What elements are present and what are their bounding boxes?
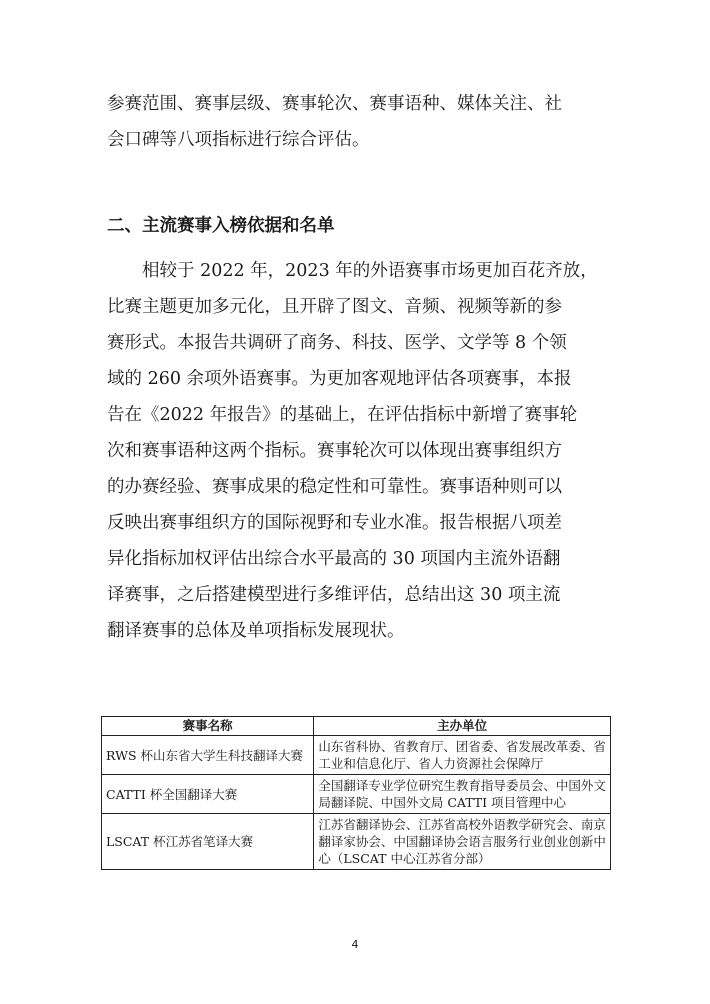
page-number: 4: [351, 938, 359, 951]
events-table: [101, 716, 611, 870]
body-line: 赛形式。本报告共调研了商务、科技、医学、文学等 8 个领: [107, 333, 567, 353]
header-event-name: 赛事名称: [102, 717, 314, 736]
table-row: [102, 775, 611, 814]
event-name-cell: CATTI 杯全国翻译大赛: [102, 775, 314, 814]
body-line: 反映出赛事组织方的国际视野和专业水准。报告根据八项差: [107, 513, 562, 533]
body-line: 比赛主题更加多元化，且开辟了图文、音频、视频等新的参: [107, 297, 562, 317]
intro-line: 会口碑等八项指标进行综合评估。: [107, 130, 370, 150]
body-line: 域的 260 余项外语赛事。为更加客观地评估各项赛事，本报: [107, 369, 572, 389]
table-header-row: [102, 717, 611, 736]
intro-line: 参赛范围、赛事层级、赛事轮次、赛事语种、媒体关注、社: [107, 94, 562, 114]
table-row: [102, 736, 611, 775]
intro-paragraph: [107, 86, 607, 158]
organizer-cell: 山东省科协、省教育厅、团省委、省发展改革委、省工业和信息化厅、省人力资源社会保障厅: [314, 736, 611, 775]
body-paragraph: [107, 253, 607, 649]
organizer-cell: 全国翻译专业学位研究生教育指导委员会、中国外文局翻译院、中国外文局 CATTI 项目管理中心: [314, 775, 611, 814]
body-line: 译赛事，之后搭建模型进行多维评估，总结出这 30 项主流: [107, 585, 561, 605]
body-line: 异化指标加权评估出综合水平最高的 30 项国内主流外语翻: [107, 549, 561, 569]
body-line: 告在《2022 年报告》的基础上，在评估指标中新增了赛事轮: [107, 405, 578, 425]
table-row: [102, 814, 611, 870]
body-line: 翻译赛事的总体及单项指标发展现状。: [107, 621, 405, 641]
body-line: 次和赛事语种这两个指标。赛事轮次可以体现出赛事组织方: [107, 441, 562, 461]
event-name-cell: LSCAT 杯江苏省笔译大赛: [102, 814, 314, 870]
body-line: 的办赛经验、赛事成果的稳定性和可靠性。赛事语种则可以: [107, 477, 562, 497]
event-name-cell: RWS 杯山东省大学生科技翻译大赛: [102, 736, 314, 775]
body-line: 相较于 2022 年，2023 年的外语赛事市场更加百花齐放，: [142, 261, 598, 281]
section-heading: 二、主流赛事入榜依据和名单: [107, 216, 335, 236]
header-organizer: 主办单位: [314, 717, 611, 736]
organizer-cell: 江苏省翻译协会、江苏省高校外语教学研究会、南京翻译家协会、中国翻译协会语言服务行业创业创新中心（LSCAT 中心江苏省分部）: [314, 814, 611, 870]
